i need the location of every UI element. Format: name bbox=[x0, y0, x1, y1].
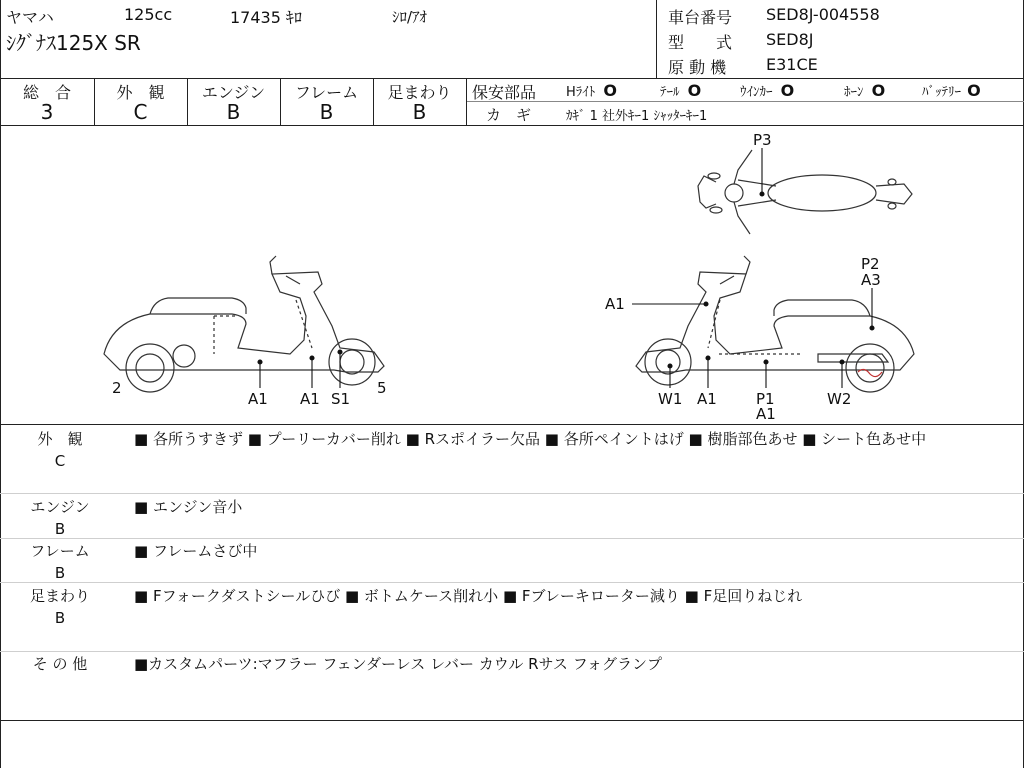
label-right-p1-a1: A1 bbox=[756, 405, 776, 423]
safety-horn-label: ﾎｰﾝ bbox=[844, 85, 864, 100]
label-left-a1-1: A1 bbox=[248, 390, 268, 408]
label-right-w1: W1 bbox=[658, 390, 683, 408]
remark-engine-label bbox=[0, 496, 120, 540]
frame-no-value: SED8J-004558 bbox=[766, 5, 880, 24]
model-name: ｼｸﾞﾅｽ125X SR bbox=[6, 31, 141, 55]
rule-bottom bbox=[0, 720, 1024, 721]
header-divider bbox=[656, 0, 657, 78]
remark-engine-title: エンジン bbox=[30, 498, 90, 516]
remark-frame-text: ■ フレームさび中 bbox=[134, 542, 258, 560]
rule-grades-top bbox=[0, 78, 1024, 79]
frame-no-label: 車台番号 bbox=[668, 8, 733, 27]
type-label: 型 式 bbox=[668, 33, 733, 52]
grade-suspension-value: B bbox=[412, 100, 427, 124]
remark-suspension-title: 足まわり bbox=[29, 587, 90, 605]
safety-battery bbox=[922, 81, 981, 100]
safety-horn-mark: O bbox=[871, 81, 886, 100]
remark-suspension-text: ■ Fフォークダストシールひび ■ ボトムケース削れ小 ■ Fブレーキローター減り ■ F足回りねじれ bbox=[134, 587, 803, 605]
label-left-a1-2: A1 bbox=[300, 390, 320, 408]
rule-1 bbox=[0, 493, 1024, 494]
grade-divider-5 bbox=[466, 78, 467, 125]
remark-frame-grade: B bbox=[54, 564, 66, 582]
leader-lines bbox=[258, 148, 874, 388]
rule-3 bbox=[0, 582, 1024, 583]
label-right-a3: A3 bbox=[861, 271, 881, 289]
engine-value: E31CE bbox=[766, 55, 818, 74]
label-right-a1: A1 bbox=[697, 390, 717, 408]
left-view-scooter-icon bbox=[104, 256, 384, 392]
remark-exterior-title: 外 観 bbox=[37, 430, 83, 448]
key-text: ｶｷﾞ 1 社外ｷｰ1 ｼｬｯﾀｰｷｰ1 bbox=[566, 109, 708, 124]
rule-remarks-top bbox=[0, 424, 1024, 425]
remark-exterior-label bbox=[0, 428, 120, 472]
label-left-5: 5 bbox=[377, 379, 387, 397]
safety-horn bbox=[844, 81, 885, 100]
safety-tail-label: ﾃｰﾙ bbox=[660, 85, 680, 100]
damage-diagram bbox=[0, 126, 1024, 424]
grade-exterior-value: C bbox=[133, 100, 148, 124]
maker: ヤマハ bbox=[6, 8, 54, 27]
remark-frame-label bbox=[0, 540, 120, 584]
label-right-w2: W2 bbox=[827, 390, 852, 408]
safety-title: 保安部品 bbox=[472, 83, 537, 102]
remark-other-label bbox=[0, 653, 120, 675]
grade-engine-value: B bbox=[226, 100, 241, 124]
rule-4 bbox=[0, 651, 1024, 652]
grade-engine-label: エンジン bbox=[201, 83, 266, 102]
rule-safety-mid bbox=[466, 101, 1024, 102]
grade-frame-label: フレーム bbox=[294, 83, 359, 102]
remark-exterior-grade: C bbox=[54, 452, 66, 470]
grade-overall-value: 3 bbox=[40, 100, 54, 124]
safety-tail-mark: O bbox=[687, 81, 702, 100]
displacement: 125cc bbox=[124, 5, 173, 24]
safety-tail bbox=[660, 81, 701, 100]
remark-suspension-grade: B bbox=[54, 609, 66, 627]
safety-winker-label: ｳｲﾝｶｰ bbox=[740, 85, 773, 100]
grade-exterior-label: 外 観 bbox=[116, 83, 165, 102]
label-left-2: 2 bbox=[112, 379, 122, 397]
top-view-scooter-icon bbox=[698, 150, 912, 234]
remark-other-title: そ の 他 bbox=[32, 655, 88, 673]
key-label: カ ギ bbox=[486, 106, 532, 124]
type-value: SED8J bbox=[766, 30, 814, 49]
safety-battery-label: ﾊﾞｯﾃﾘｰ bbox=[922, 85, 961, 100]
label-right-a1-top: A1 bbox=[605, 295, 625, 313]
label-right-p1: P1 bbox=[756, 390, 775, 408]
label-p3: P3 bbox=[753, 131, 772, 149]
safety-headlight-mark: O bbox=[603, 81, 618, 100]
grade-overall-label: 総 合 bbox=[22, 83, 71, 102]
remark-suspension-label bbox=[0, 585, 120, 629]
grade-frame-value: B bbox=[319, 100, 334, 124]
safety-winker-mark: O bbox=[780, 81, 795, 100]
mileage: 17435 ｷﾛ bbox=[230, 8, 302, 27]
remark-frame-title: フレーム bbox=[30, 542, 90, 560]
safety-winker bbox=[740, 81, 794, 100]
label-left-s1: S1 bbox=[331, 390, 351, 408]
remark-other-text: ■カスタムパーツ:マフラー フェンダーレス レバー カウル Rサス フォグランプ bbox=[134, 655, 662, 673]
safety-headlight-label: Hﾗｲﾄ bbox=[566, 85, 596, 100]
label-right-p2: P2 bbox=[861, 255, 880, 273]
grade-suspension-label: 足まわり bbox=[387, 83, 452, 102]
remark-exterior-text: ■ 各所うすきず ■ プーリーカバー削れ ■ Rスポイラー欠品 ■ 各所ペイントはげ ■ 樹脂部色あせ ■ シート色あせ中 bbox=[134, 430, 927, 448]
remark-engine-grade: B bbox=[54, 520, 66, 538]
engine-label: 原 動 機 bbox=[668, 58, 727, 77]
safety-battery-mark: O bbox=[967, 81, 981, 100]
safety-headlight bbox=[566, 81, 617, 100]
color: ｼﾛ/ｱｵ bbox=[392, 8, 428, 26]
remark-engine-text: ■ エンジン音小 bbox=[134, 498, 243, 516]
rule-2 bbox=[0, 538, 1024, 539]
